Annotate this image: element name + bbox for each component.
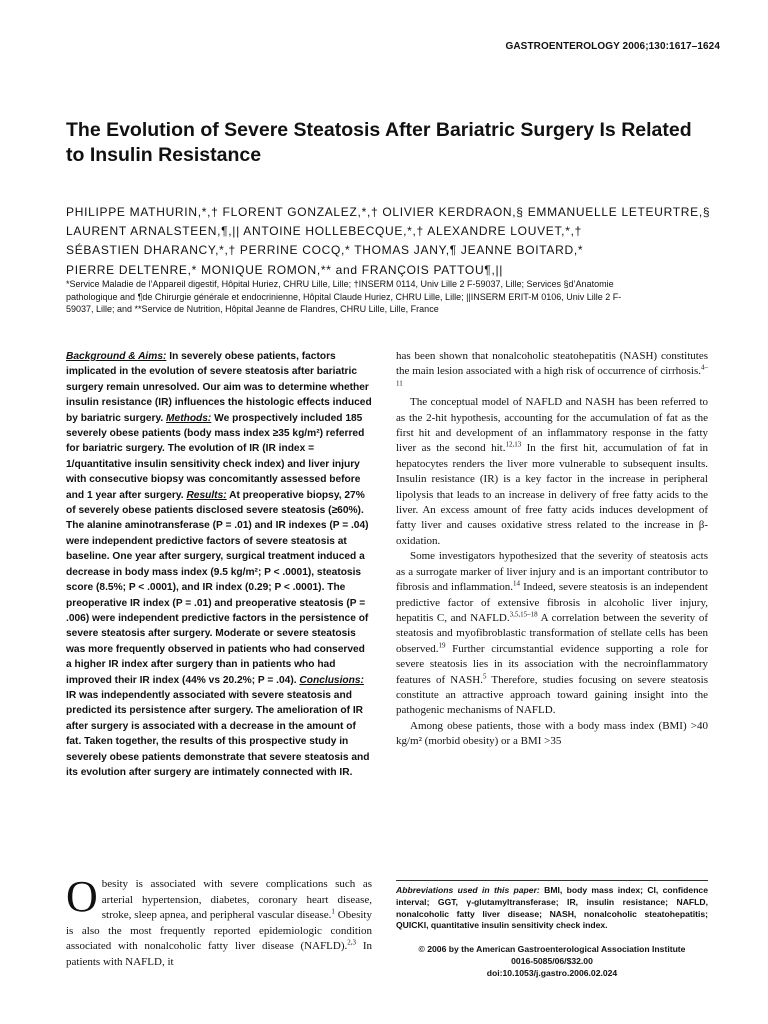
abstract-methods-heading: Methods:: [166, 412, 212, 424]
affiliation-line: pathologique and ¶de Chirurgie générale et endocrinienne, Hôpital Claude Huriez, CHRU Lille, Lille; ||INSERM ERIT-M 0106, Univ Lille 2 F-: [66, 291, 622, 302]
body-paragraph: [396, 395, 708, 549]
citation: 14: [513, 579, 521, 588]
intro-text: besity is associated with severe complications such as arterial hypertension, diabetes, coronary heart disease, stroke, sleep apnea, and peripheral vascular disease.: [101, 878, 372, 921]
footnote-divider: [396, 880, 708, 881]
body-paragraph: [396, 719, 708, 750]
abstract-background: In severely obese patients, factors implicated in the evolution of severe steatosis after bariatric surgery remain unresolved. Our aim was to determine whether insulin resistance (IR) influences the histologic effects induced by bariatric surgery.: [66, 351, 372, 424]
author-line: PIERRE DELTENRE,* MONIQUE ROMON,** and FRANÇOIS PATTOU¶,||: [66, 262, 504, 277]
body-text: Indeed, severe steatosis is an independent predictive factor of extensive fibrosis in alcoholic liver injury, hepatitis C, and NAFLD.: [396, 581, 708, 624]
affiliations: [66, 278, 706, 316]
citation: 5: [482, 671, 487, 680]
body-text: A correlation between the severity of steatosis and myofibroblastic transformation of stellate cells has been observed.: [396, 611, 708, 655]
abstract-results: At preoperative biopsy, 27% of severely obese patients disclosed severe steatosis (≥60%). The alanine aminotransferase (P = .01) and IR indexes (P = .04) were independent predictive factors of severe steatosis at baseline. One year after surgery, surgical treatment induced a decrease in body mass index (9.5 kg/m²; P < .0001), steatosis score (8.5%; P < .0001), and IR index (0.29; P < .0001). The preoperative IR index (P = .01) and preoperative steatosis (P = .006) were independent predictive factors in the persistence of severe steatosis after surgery. Moderate or severe steatosis was more frequently observed in patients who had conserved a higher IR index after surgery than in patients who had improved their IR index (44% vs 20.2%; P = .04).: [66, 489, 369, 686]
abbreviations-footnote: [396, 885, 708, 932]
abstract-conclusions: IR was independently associated with severe steatosis and predicted its persistence after surgery. The amelioration of IR after surgery is associated with a decrease in the amount of fat. Taken together, the results of this prospective study in severely obese patients demonstrate that severe steatosis and its evolution after surgery are intimately connected with IR.: [66, 689, 370, 778]
body-paragraph: [396, 349, 708, 395]
article-title: The Evolution of Severe Steatosis After Bariatric Surgery Is Related to Insulin Resistance: [66, 119, 692, 166]
body-text: Therefore, studies focusing on severe steatosis constitute an attractive approach toward gaining insight into the pathogenic mechanisms of NAFLD.: [396, 673, 708, 717]
citation: 2,3: [347, 938, 357, 947]
drop-cap: O: [66, 872, 98, 921]
intro-text: Obesity is also the most frequently reported epidemiologic condition associated with nonalcoholic fatty liver disease (NAFLD).: [66, 909, 372, 952]
doi-line: doi:10.1053/j.gastro.2006.02.024: [486, 967, 618, 978]
copyright-block: [396, 944, 708, 979]
abbreviations-heading: Abbreviations used in this paper:: [396, 885, 540, 895]
citation: 19: [438, 641, 446, 650]
citation: 3,5,15–18: [509, 610, 538, 619]
affiliation-line: 59037, Lille; and **Service de Nutrition, Hôpital Jeanne de Flandres, CHRU Lille, Lille, France: [66, 304, 439, 314]
author-line: SÉBASTIEN DHARANCY,*,† PERRINE COCQ,* THOMAS JANY,¶ JEANNE BOITARD,*: [66, 243, 584, 258]
abstract: [66, 349, 372, 780]
abstract-methods: We prospectively included 185 severely obese patients (body mass index ≥35 kg/m²) referred for bariatric surgery. The evolution of IR (IR index = 1/quantitative insulin sensitivity check index) and liver injury with consecutive biopsy was concomitantly assessed before and 1 year after surgery.: [66, 412, 365, 501]
author-list: [66, 203, 716, 280]
right-column-body: [396, 349, 708, 750]
copyright-line: © 2006 by the American Gastroenterological Association Institute: [418, 944, 686, 954]
abstract-conclusions-heading: Conclusions:: [299, 674, 364, 686]
body-text: has been shown that nonalcoholic steatohepatitis (NASH) constitutes the main lesion associated with a high risk of occurrence of cirrhosis.: [396, 350, 708, 378]
abstract-results-heading: Results:: [186, 489, 227, 501]
body-text: The conceptual model of NAFLD and NASH has been referred to as the 2-hit hypothesis, accounting for the accumulation of fat as the first hit and development of an inflammatory response in the fatty liver as the second hit.: [396, 396, 708, 455]
author-line: LAURENT ARNALSTEEN,¶,|| ANTOINE HOLLEBECQUE,*,† ALEXANDRE LOUVET,*,†: [66, 224, 582, 239]
citation: 1: [331, 907, 335, 916]
body-text: Among obese patients, those with a body mass index (BMI) >40 kg/m² (morbid obesity) or a BMI >35: [396, 719, 708, 748]
author-line: PHILIPPE MATHURIN,*,† FLORENT GONZALEZ,*,† OLIVIER KERDRAON,§ EMMANUELLE LETEURTRE,§: [66, 205, 711, 219]
intro-text: In patients with NAFLD, it: [66, 940, 372, 968]
citation: 12,13: [505, 440, 522, 449]
citation: 4–11: [396, 363, 708, 388]
abbreviations-text: BMI, body mass index; CI, confidence interval; GGT, γ-glutamyltransferase; IR, insulin resistance; NAFLD, nonalcoholic fatty liver disease; NASH, nonalcoholic steatohepatitis; QUICKI, quantitative insulin sensitivity check index.: [396, 885, 708, 931]
abstract-background-heading: Background & Aims:: [66, 351, 167, 362]
affiliation-line: *Service Maladie de l’Appareil digestif, Hôpital Huriez, CHRU Lille, Lille; †INSERM 0114, Univ Lille 2 F-59037, Lille; Services §d’Anatomie: [66, 279, 614, 289]
journal-reference: GASTROENTEROLOGY 2006;130:1617–1624: [505, 41, 720, 52]
introduction-paragraph: [66, 872, 372, 970]
body-paragraph: [396, 549, 708, 718]
body-text: Some investigators hypothesized that the severity of steatosis acts as a surrogate marker of liver injury and is an important contributor to fibrosis and inflammation.: [396, 550, 708, 594]
issn-line: 0016-5085/06/$32.00: [511, 955, 593, 966]
body-text: In the first hit, accumulation of fat in hepatocytes renders the liver more vulnerable to subsequent insults. Insulin resistance (IR) is a key factor in the increase in peripheral lipolysis that leads to an increase in delivery of free fatty acids to the liver. An excess amount of free fatty acids induces development of fatty liver and causes oxidative stress related to the increase in β-oxidation.: [396, 442, 709, 547]
body-text: Further circumstantial evidence supporting a role for severe steatosis lies in its association with the necroinflammatory features of NASH.: [396, 642, 708, 686]
